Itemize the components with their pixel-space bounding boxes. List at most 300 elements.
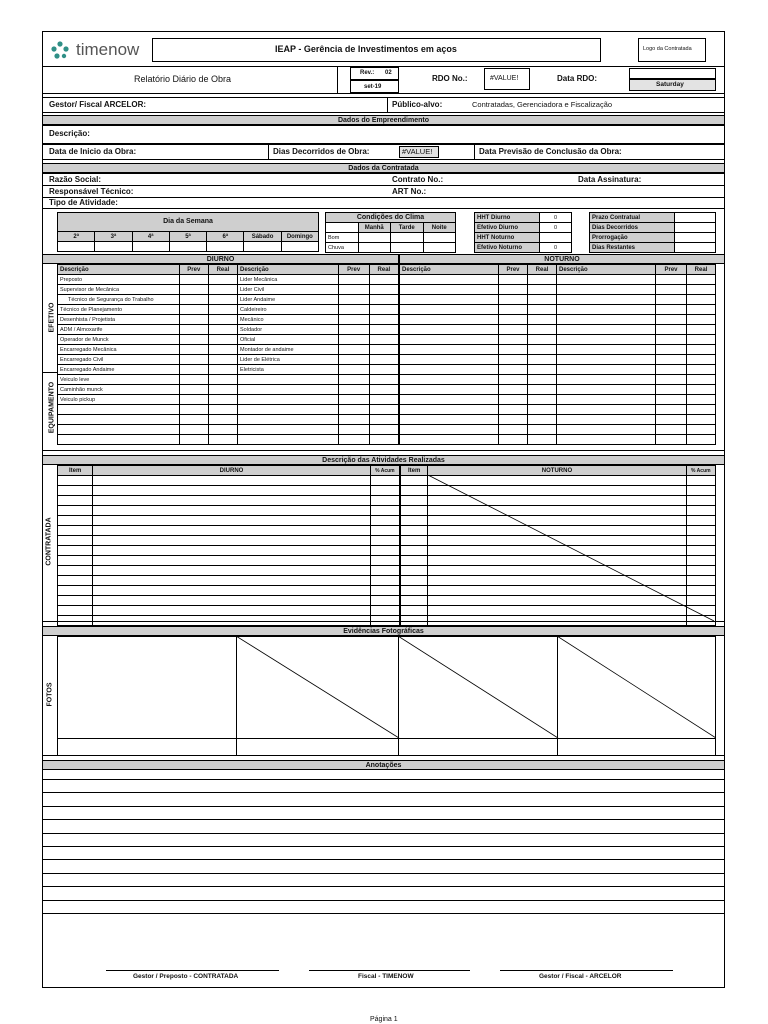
prev-cell[interactable]	[656, 315, 687, 325]
real-cell[interactable]	[528, 375, 557, 385]
prev-cell[interactable]	[656, 275, 687, 285]
real-cell[interactable]	[369, 385, 398, 395]
prev-cell[interactable]	[656, 305, 687, 315]
prev-cell[interactable]	[499, 295, 528, 305]
real-cell[interactable]	[208, 405, 237, 415]
prev-cell[interactable]	[499, 345, 528, 355]
row-description: Técnico de Planejamento	[58, 305, 180, 315]
prazo-value[interactable]	[675, 223, 716, 233]
prev-cell[interactable]	[338, 275, 369, 285]
real-cell[interactable]	[687, 325, 716, 335]
row-description[interactable]	[557, 375, 656, 385]
real-cell[interactable]	[369, 355, 398, 365]
prev-cell[interactable]	[338, 375, 369, 385]
clima-check[interactable]	[358, 243, 391, 253]
day-check[interactable]	[58, 242, 95, 252]
prev-cell[interactable]	[179, 375, 208, 385]
prev-cell[interactable]	[338, 305, 369, 315]
prev-cell[interactable]	[338, 395, 369, 405]
anotacao-line[interactable]	[42, 859, 725, 860]
real-cell[interactable]	[528, 335, 557, 345]
prev-cell[interactable]	[656, 435, 687, 445]
anotacao-line[interactable]	[42, 792, 725, 793]
row-description	[238, 395, 339, 405]
row-description[interactable]	[400, 295, 499, 305]
row-description[interactable]	[400, 405, 499, 415]
real-cell[interactable]	[687, 425, 716, 435]
clima-check[interactable]	[423, 243, 456, 253]
prev-cell[interactable]	[499, 355, 528, 365]
item-cell[interactable]	[401, 606, 428, 616]
item-cell[interactable]	[401, 476, 428, 486]
item-cell[interactable]	[58, 596, 93, 606]
clima-check[interactable]	[391, 233, 424, 243]
prev-cell[interactable]	[338, 435, 369, 445]
anotacao-line[interactable]	[42, 846, 725, 847]
table-row	[58, 415, 399, 425]
acum-cell[interactable]	[370, 536, 399, 546]
row-description[interactable]	[400, 325, 499, 335]
prev-cell[interactable]	[338, 345, 369, 355]
prev-cell[interactable]	[179, 395, 208, 405]
timenow-logo-icon	[50, 40, 70, 60]
real-cell[interactable]	[369, 305, 398, 315]
activity-cell[interactable]	[93, 496, 370, 506]
real-cell[interactable]	[687, 335, 716, 345]
prev-cell[interactable]	[179, 345, 208, 355]
activity-cell[interactable]	[93, 586, 370, 596]
prev-cell[interactable]	[499, 425, 528, 435]
anotacao-line[interactable]	[42, 913, 725, 914]
real-cell[interactable]	[687, 415, 716, 425]
acum-cell[interactable]	[370, 596, 399, 606]
real-cell[interactable]	[528, 355, 557, 365]
prev-cell[interactable]	[499, 435, 528, 445]
acum-cell[interactable]	[370, 586, 399, 596]
activity-cell[interactable]	[93, 516, 370, 526]
real-cell[interactable]	[208, 435, 237, 445]
item-cell[interactable]	[401, 536, 428, 546]
real-cell[interactable]	[528, 325, 557, 335]
real-cell[interactable]	[528, 275, 557, 285]
day-6: 6ª	[207, 232, 244, 242]
real-cell[interactable]	[208, 425, 237, 435]
row-description[interactable]	[557, 405, 656, 415]
real-cell[interactable]	[369, 425, 398, 435]
activity-cell[interactable]	[93, 566, 370, 576]
prev-cell[interactable]	[338, 365, 369, 375]
real-cell[interactable]	[208, 415, 237, 425]
day-check[interactable]	[95, 242, 132, 252]
real-cell[interactable]	[208, 275, 237, 285]
real-cell[interactable]	[528, 285, 557, 295]
real-cell[interactable]	[208, 345, 237, 355]
row-description[interactable]	[557, 435, 656, 445]
acum-cell[interactable]	[370, 566, 399, 576]
row-description[interactable]	[557, 365, 656, 375]
table-row	[58, 405, 399, 415]
real-cell[interactable]	[208, 375, 237, 385]
real-cell[interactable]	[369, 285, 398, 295]
col-descricao: Descrição	[58, 265, 180, 275]
prev-cell[interactable]	[656, 405, 687, 415]
prev-cell[interactable]	[656, 385, 687, 395]
real-cell[interactable]	[528, 305, 557, 315]
real-cell[interactable]	[208, 395, 237, 405]
col-prev: Prev	[656, 265, 687, 275]
prev-cell[interactable]	[179, 365, 208, 375]
weekday-title: Dia da Semana	[58, 213, 319, 232]
prev-cell[interactable]	[179, 305, 208, 315]
real-cell[interactable]	[528, 405, 557, 415]
activity-cell[interactable]	[93, 526, 370, 536]
prev-cell[interactable]	[338, 355, 369, 365]
real-cell[interactable]	[208, 295, 237, 305]
item-cell[interactable]	[58, 546, 93, 556]
hht-label: Efetivo Noturno	[475, 243, 540, 253]
day-check[interactable]	[281, 242, 318, 252]
real-cell[interactable]	[369, 395, 398, 405]
prev-cell[interactable]	[179, 435, 208, 445]
activity-cell[interactable]	[93, 616, 370, 626]
item-cell[interactable]	[58, 566, 93, 576]
prev-cell[interactable]	[499, 365, 528, 375]
prev-cell[interactable]	[179, 385, 208, 395]
item-cell[interactable]	[58, 526, 93, 536]
row-description[interactable]	[557, 285, 656, 295]
prev-cell[interactable]	[656, 325, 687, 335]
row-description[interactable]	[400, 355, 499, 365]
row-description[interactable]	[557, 415, 656, 425]
row-description[interactable]	[557, 395, 656, 405]
real-cell[interactable]	[528, 315, 557, 325]
item-cell[interactable]	[401, 496, 428, 506]
item-cell[interactable]	[58, 496, 93, 506]
prev-cell[interactable]	[499, 275, 528, 285]
prev-cell[interactable]	[656, 365, 687, 375]
day-check[interactable]	[169, 242, 206, 252]
item-cell[interactable]	[401, 556, 428, 566]
prev-cell[interactable]	[499, 375, 528, 385]
prev-cell[interactable]	[656, 415, 687, 425]
row-description[interactable]	[400, 395, 499, 405]
real-cell[interactable]	[528, 365, 557, 375]
day-check[interactable]	[207, 242, 244, 252]
prazo-value[interactable]	[675, 243, 716, 253]
real-cell[interactable]	[528, 385, 557, 395]
prev-cell[interactable]	[179, 315, 208, 325]
clima-check[interactable]	[358, 233, 391, 243]
real-cell[interactable]	[528, 345, 557, 355]
prev-cell[interactable]	[338, 335, 369, 345]
row-description[interactable]	[557, 425, 656, 435]
item-cell[interactable]	[58, 606, 93, 616]
real-cell[interactable]	[687, 395, 716, 405]
row-description[interactable]	[400, 275, 499, 285]
item-cell[interactable]	[58, 576, 93, 586]
table-row	[400, 415, 716, 425]
item-cell[interactable]	[401, 616, 428, 626]
real-cell[interactable]	[687, 405, 716, 415]
prev-cell[interactable]	[656, 425, 687, 435]
prev-cell[interactable]	[179, 335, 208, 345]
item-cell[interactable]	[58, 516, 93, 526]
row-description[interactable]	[400, 415, 499, 425]
activity-cell[interactable]	[93, 546, 370, 556]
date-label: Data RDO:	[557, 74, 598, 83]
item-cell[interactable]	[401, 596, 428, 606]
real-cell[interactable]	[687, 285, 716, 295]
real-cell[interactable]	[369, 435, 398, 445]
acum-cell[interactable]	[370, 496, 399, 506]
real-cell[interactable]	[369, 405, 398, 415]
row-description[interactable]	[557, 275, 656, 285]
prev-cell[interactable]	[179, 405, 208, 415]
prev-cell[interactable]	[499, 315, 528, 325]
row-description[interactable]	[400, 335, 499, 345]
real-cell[interactable]	[208, 325, 237, 335]
row-description[interactable]	[400, 435, 499, 445]
gestor-divider	[387, 97, 388, 113]
prev-cell[interactable]	[338, 295, 369, 305]
item-cell[interactable]	[58, 536, 93, 546]
real-cell[interactable]	[369, 315, 398, 325]
inicio-label: Data de Inicio da Obra:	[49, 147, 137, 156]
rdo-label: RDO No.:	[432, 74, 468, 83]
signature-line	[309, 970, 470, 971]
row-description[interactable]	[557, 325, 656, 335]
row-description: Encarregado Andaime	[58, 365, 180, 375]
row-description: Lider de Elétrica	[238, 355, 339, 365]
table-row	[58, 345, 399, 355]
real-cell[interactable]	[687, 305, 716, 315]
prev-cell[interactable]	[499, 385, 528, 395]
row-description[interactable]	[400, 365, 499, 375]
acum-cell[interactable]	[370, 606, 399, 616]
prev-cell[interactable]	[656, 285, 687, 295]
col-prev: Prev	[338, 265, 369, 275]
row-description: Desenhista / Projetista	[58, 315, 180, 325]
row-description[interactable]	[400, 425, 499, 435]
real-cell[interactable]	[208, 335, 237, 345]
anotacao-line[interactable]	[42, 900, 725, 901]
activity-cell[interactable]	[93, 536, 370, 546]
real-cell[interactable]	[528, 435, 557, 445]
real-cell[interactable]	[528, 295, 557, 305]
row-description[interactable]	[400, 315, 499, 325]
prev-cell[interactable]	[179, 325, 208, 335]
item-cell[interactable]	[401, 486, 428, 496]
row-description[interactable]	[557, 305, 656, 315]
col-acum: % Acum	[686, 466, 715, 476]
acum-cell[interactable]	[370, 486, 399, 496]
table-row	[58, 606, 400, 616]
real-cell[interactable]	[687, 315, 716, 325]
clima-check[interactable]	[423, 233, 456, 243]
prev-cell[interactable]	[499, 395, 528, 405]
prev-cell[interactable]	[338, 325, 369, 335]
table-row	[400, 435, 716, 445]
real-cell[interactable]	[369, 335, 398, 345]
prev-cell[interactable]	[338, 285, 369, 295]
real-cell[interactable]	[208, 315, 237, 325]
real-cell[interactable]	[687, 355, 716, 365]
row-description[interactable]	[557, 335, 656, 345]
real-cell[interactable]	[687, 295, 716, 305]
acum-cell[interactable]	[370, 476, 399, 486]
row-description[interactable]	[400, 305, 499, 315]
real-cell[interactable]	[687, 275, 716, 285]
col-prev: Prev	[499, 265, 528, 275]
prev-cell[interactable]	[499, 285, 528, 295]
activity-cell[interactable]	[93, 576, 370, 586]
acum-cell[interactable]	[370, 556, 399, 566]
row-description[interactable]	[400, 285, 499, 295]
anotacao-line[interactable]	[42, 819, 725, 820]
activity-cell[interactable]	[93, 486, 370, 496]
real-cell[interactable]	[208, 355, 237, 365]
item-cell[interactable]	[401, 546, 428, 556]
day-check[interactable]	[132, 242, 169, 252]
clima-check[interactable]	[391, 243, 424, 253]
prev-cell[interactable]	[499, 305, 528, 315]
row-description[interactable]	[557, 385, 656, 395]
real-cell[interactable]	[687, 375, 716, 385]
table-row	[58, 586, 400, 596]
prazo-value[interactable]	[675, 233, 716, 243]
activity-cell[interactable]	[93, 556, 370, 566]
col-descricao: Descrição	[557, 265, 656, 275]
real-cell[interactable]	[208, 365, 237, 375]
item-cell[interactable]	[401, 526, 428, 536]
real-cell[interactable]	[687, 435, 716, 445]
anotacao-line[interactable]	[42, 833, 725, 834]
real-cell[interactable]	[369, 295, 398, 305]
real-cell[interactable]	[369, 375, 398, 385]
real-cell[interactable]	[687, 385, 716, 395]
item-cell[interactable]	[401, 506, 428, 516]
prev-cell[interactable]	[656, 375, 687, 385]
prev-cell[interactable]	[656, 345, 687, 355]
item-cell[interactable]	[401, 566, 428, 576]
real-cell[interactable]	[528, 425, 557, 435]
table-row	[58, 295, 399, 305]
acum-cell[interactable]	[370, 576, 399, 586]
anotacao-line[interactable]	[42, 886, 725, 887]
real-cell[interactable]	[528, 395, 557, 405]
anotacao-line[interactable]	[42, 806, 725, 807]
row-description[interactable]	[400, 385, 499, 395]
decorridos-value: #VALUE!	[402, 147, 433, 156]
prev-cell[interactable]	[338, 415, 369, 425]
weekday-table	[57, 212, 319, 252]
acum-cell[interactable]	[370, 506, 399, 516]
prev-cell[interactable]	[338, 405, 369, 415]
item-cell[interactable]	[58, 586, 93, 596]
real-cell[interactable]	[528, 415, 557, 425]
activity-cell[interactable]	[93, 506, 370, 516]
prev-cell[interactable]	[499, 335, 528, 345]
prev-cell[interactable]	[338, 315, 369, 325]
row-description	[238, 415, 339, 425]
atividades-header: Descrição das Atividades Realizadas	[42, 455, 725, 465]
acum-cell[interactable]	[370, 526, 399, 536]
acum-cell[interactable]	[370, 516, 399, 526]
row-description[interactable]	[557, 295, 656, 305]
real-cell[interactable]	[687, 365, 716, 375]
table-row	[58, 516, 400, 526]
real-cell[interactable]	[208, 285, 237, 295]
real-cell[interactable]	[369, 365, 398, 375]
row-description[interactable]	[557, 355, 656, 365]
real-cell[interactable]	[369, 415, 398, 425]
prev-cell[interactable]	[179, 415, 208, 425]
prev-cell[interactable]	[338, 425, 369, 435]
anotacao-line[interactable]	[42, 873, 725, 874]
prev-cell[interactable]	[499, 405, 528, 415]
activity-cell[interactable]	[93, 606, 370, 616]
row-description[interactable]	[557, 315, 656, 325]
prev-cell[interactable]	[179, 425, 208, 435]
activity-cell[interactable]	[93, 596, 370, 606]
hht-value: 0	[540, 213, 572, 223]
real-cell[interactable]	[687, 345, 716, 355]
prev-cell[interactable]	[499, 415, 528, 425]
prev-cell[interactable]	[656, 355, 687, 365]
real-cell[interactable]	[369, 345, 398, 355]
real-cell[interactable]	[369, 325, 398, 335]
item-cell[interactable]	[401, 516, 428, 526]
item-cell[interactable]	[58, 476, 93, 486]
real-cell[interactable]	[208, 385, 237, 395]
item-cell[interactable]	[401, 586, 428, 596]
weekday-value: Saturday	[656, 81, 684, 88]
obra-divider-1	[268, 144, 269, 160]
item-cell[interactable]	[58, 616, 93, 626]
col-descricao: Descrição	[400, 265, 499, 275]
row-description[interactable]	[557, 345, 656, 355]
prev-cell[interactable]	[179, 295, 208, 305]
row-description[interactable]	[400, 345, 499, 355]
prev-cell[interactable]	[179, 275, 208, 285]
prev-cell[interactable]	[338, 385, 369, 395]
anotacao-line[interactable]	[42, 779, 725, 780]
prev-cell[interactable]	[179, 285, 208, 295]
table-row	[58, 375, 399, 385]
prev-cell[interactable]	[656, 295, 687, 305]
prazo-label: Dias Restantes	[590, 243, 675, 253]
acum-cell[interactable]	[370, 546, 399, 556]
real-cell[interactable]	[369, 275, 398, 285]
prev-cell[interactable]	[179, 355, 208, 365]
item-cell[interactable]	[58, 556, 93, 566]
activity-cell[interactable]	[93, 476, 370, 486]
day-check[interactable]	[244, 242, 281, 252]
prev-cell[interactable]	[499, 325, 528, 335]
real-cell[interactable]	[208, 305, 237, 315]
prev-cell[interactable]	[656, 335, 687, 345]
prazo-value[interactable]	[675, 213, 716, 223]
prev-cell[interactable]	[656, 395, 687, 405]
item-cell[interactable]	[58, 506, 93, 516]
table-row	[400, 345, 716, 355]
item-cell[interactable]	[58, 486, 93, 496]
table-row	[58, 496, 400, 506]
date-field[interactable]	[629, 68, 716, 79]
acum-cell[interactable]	[370, 616, 399, 626]
row-description[interactable]	[400, 375, 499, 385]
item-cell[interactable]	[401, 576, 428, 586]
